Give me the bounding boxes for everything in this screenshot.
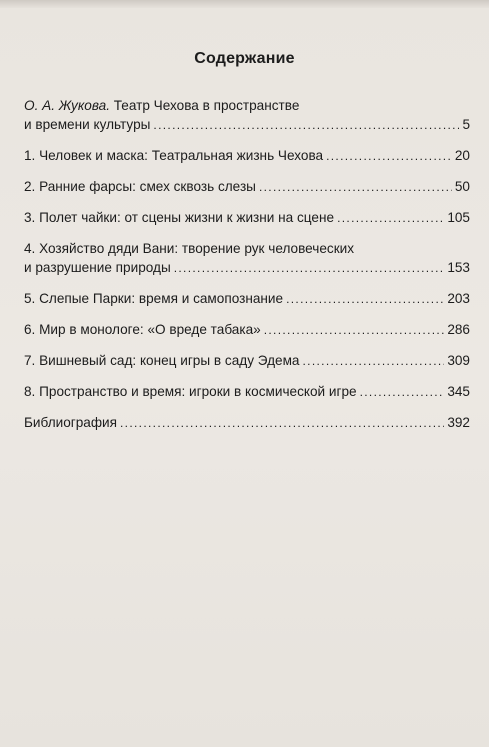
- toc-entry-text: Библиография: [24, 415, 117, 430]
- toc-entry-text: и времени культуры: [24, 117, 151, 132]
- toc-entry-text: 6. Мир в монологе: «О вреде табака»: [24, 322, 261, 337]
- toc-entry-page: 20: [454, 148, 470, 163]
- toc-entry-text: 3. Полет чайки: от сцены жизни к жизни на сцене: [24, 210, 335, 225]
- dot-leader: [337, 208, 444, 228]
- toc-entry-page: 5: [462, 117, 470, 132]
- toc-entry-page: 105: [447, 210, 470, 225]
- toc-entry-line: [24, 115, 470, 135]
- toc-entry-intro: [24, 96, 470, 135]
- toc-entry-line: [24, 382, 470, 402]
- dot-leader: [326, 146, 452, 166]
- toc-entry-author: О. А. Жукова.: [24, 98, 110, 113]
- toc-entry-bibliography: [24, 413, 470, 433]
- dot-leader: [153, 115, 459, 135]
- toc-entry-chapter-3: [24, 208, 470, 228]
- toc-entry-text: 8. Пространство и время: игроки в космической игре: [24, 384, 357, 399]
- toc-entry-line: [24, 413, 470, 433]
- dot-leader: [174, 258, 445, 278]
- page-top-edge: [0, 0, 489, 8]
- toc-entry-chapter-2: [24, 177, 470, 197]
- toc-entry-chapter-1: [24, 146, 470, 166]
- toc-entry-chapter-4: [24, 239, 470, 278]
- toc-entry-line: [24, 239, 470, 258]
- dot-leader: [259, 177, 452, 197]
- toc-entry-page: 203: [447, 291, 470, 306]
- toc-entry-line: [24, 289, 470, 309]
- dot-leader: [120, 413, 444, 433]
- toc-entry-text: 5. Слепые Парки: время и самопознание: [24, 291, 284, 306]
- dot-leader: [360, 382, 445, 402]
- toc-entry-chapter-8: [24, 382, 470, 402]
- toc-entry-page: 392: [447, 415, 470, 430]
- toc-entry-text: 2. Ранние фарсы: смех сквозь слезы: [24, 179, 256, 194]
- toc-entry-line: [24, 208, 470, 228]
- toc-entry-line: [24, 258, 470, 278]
- toc-entry-chapter-5: [24, 289, 470, 309]
- toc-entry-chapter-6: [24, 320, 470, 340]
- dot-leader: [286, 289, 444, 309]
- dot-leader: [302, 351, 444, 371]
- toc-entry-page: 309: [447, 353, 470, 368]
- toc-entry-line: [24, 146, 470, 166]
- toc-entry-text: 1. Человек и маска: Театральная жизнь Чехова: [24, 148, 324, 163]
- toc-entry-text: Театр Чехова в пространстве: [109, 98, 300, 113]
- toc-entry-text: 4. Хозяйство дяди Вани: творение рук человеческих: [24, 241, 355, 256]
- toc-entry-page: 153: [447, 260, 470, 275]
- dot-leader: [264, 320, 445, 340]
- page-title: Содержание: [194, 50, 295, 67]
- toc-entry-line: [24, 96, 470, 115]
- toc-entry-line: [24, 351, 470, 371]
- toc-entry-page: 286: [447, 322, 470, 337]
- toc-entry-line: [24, 320, 470, 340]
- toc-entry-text: 7. Вишневый сад: конец игры в саду Эдема: [24, 353, 300, 368]
- toc-entry-page: 50: [454, 179, 470, 194]
- toc-entry-chapter-7: [24, 351, 470, 371]
- toc-entry-page: 345: [447, 384, 470, 399]
- table-of-contents: [24, 96, 470, 444]
- toc-entry-text: и разрушение природы: [24, 260, 171, 275]
- toc-entry-line: [24, 177, 470, 197]
